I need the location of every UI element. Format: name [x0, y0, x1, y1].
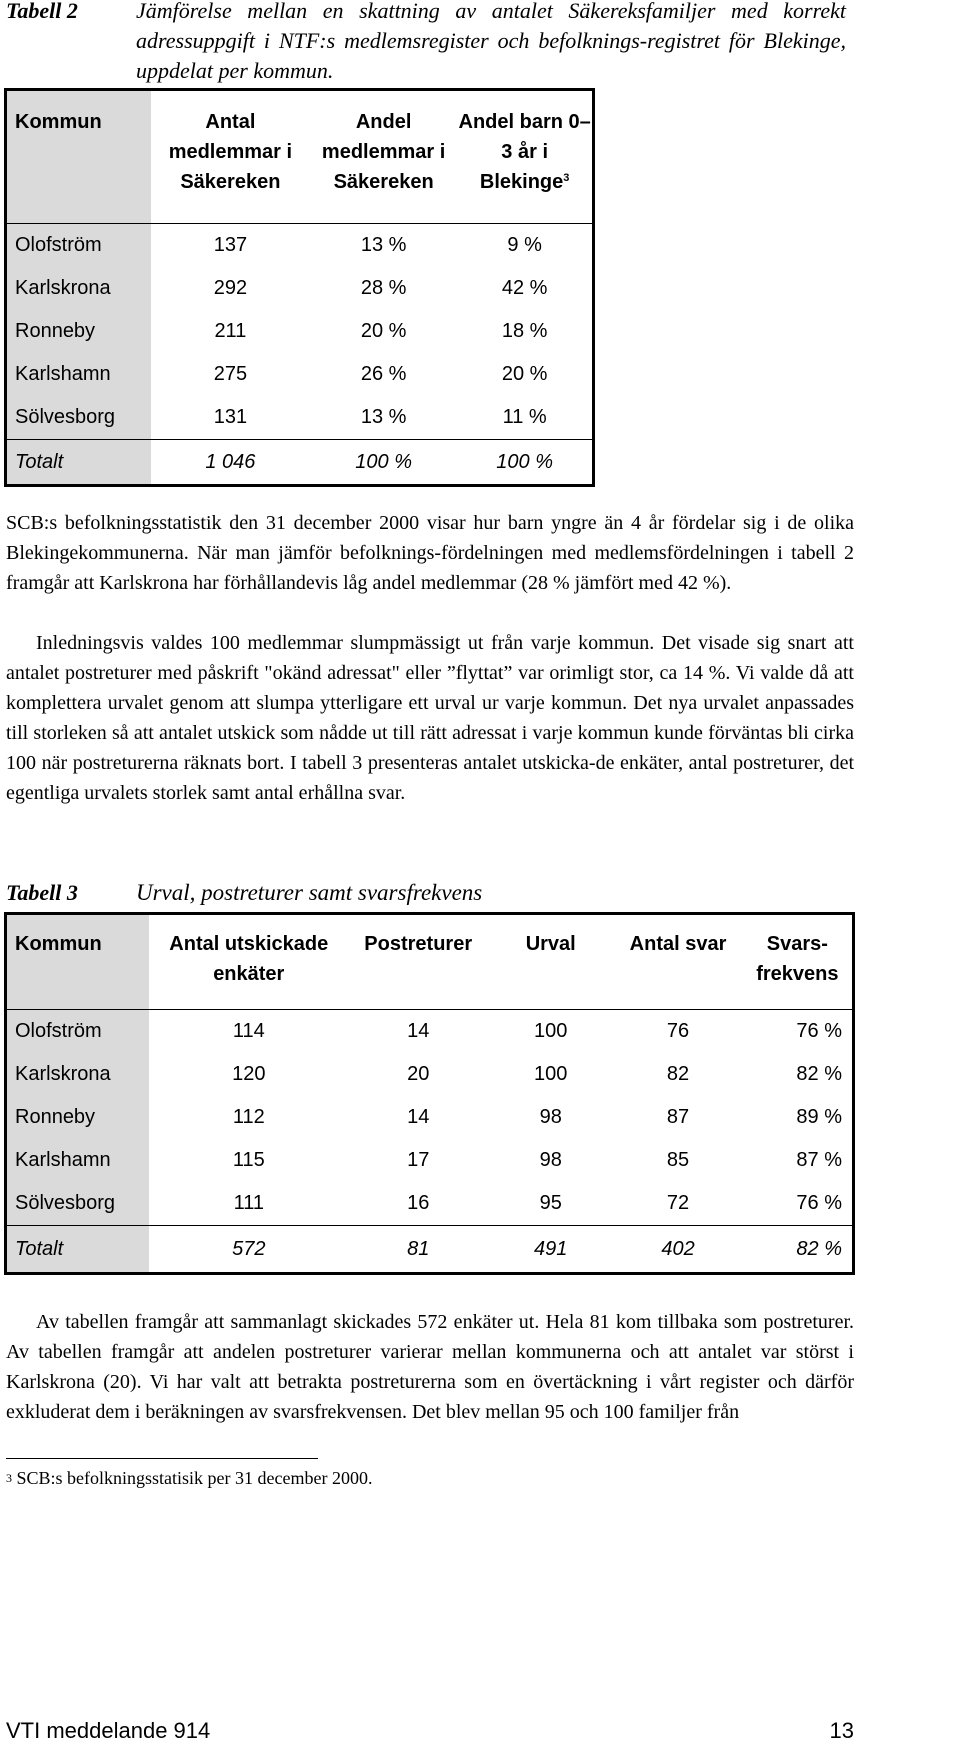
table3 — [4, 912, 855, 1275]
table3-cell-svar: 87 — [666, 1106, 690, 1128]
table3-header-urval: Urval — [525, 933, 576, 955]
footnote-text: SCB:s befolkningsstatisik per 31 december 2000. — [16, 1468, 373, 1488]
table3-caption-text: Urval, postreturer samt svarsfrekvens — [136, 880, 483, 905]
table2-cell-barn: 9 % — [507, 234, 542, 256]
table2-cell-kommun: Karlskrona — [6, 267, 151, 310]
table-row — [6, 1010, 854, 1054]
table3-cell-utskick: 115 — [232, 1149, 265, 1171]
table3-cell-postreturer: 17 — [407, 1149, 430, 1171]
table-row — [6, 1139, 854, 1182]
table2-caption-text: Jämförelse mellan en skattning av antalet Säkereksfamiljer med korrekt adressuppgift i NTF:s medlemsregister och befolknings-registret för Blekinge, uppdelat per kommun. — [136, 0, 846, 83]
table2-header-barn-text: Andel barn 0–3 år i Blekinge — [458, 111, 591, 193]
table2-total-row — [6, 440, 594, 486]
table2-total-barn: 100 % — [457, 440, 593, 486]
table-row — [6, 353, 594, 396]
table-row — [6, 267, 594, 310]
table3-total-row — [6, 1226, 854, 1274]
table2-total-kommun: Totalt — [6, 440, 151, 486]
table3-cell-urval: 100 — [534, 1020, 568, 1042]
table3-cell-postreturer: 16 — [407, 1192, 430, 1214]
paragraph-2: Inledningsvis valdes 100 medlemmar slumpmässigt ut från varje kommun. Det visade sig snart att antalet postreturer med påskrift "okänd adressat" eller ”flyttat” var orimligt stor, ca 14 %. Vi valde då att komplettera urvalet genom att slumpa ytterligare ett urval ur varje kommun. Det nya urvalet anpassades till storleken så att antalet utskick som nådde ut till rätt adressat i varje kommun kunde förväntas bli cirka 100 när postreturerna räknats bort. I tabell 3 presenteras antalet utskicka-de enkäter, antal postreturer, det egentliga urvalets storlek samt antal erhållna svar. — [6, 632, 854, 804]
table3-cell-kommun: Karlshamn — [6, 1139, 150, 1182]
table3-cell-frekvens: 89 % — [796, 1106, 842, 1128]
table2-cell-barn: 11 % — [502, 406, 547, 428]
table3-cell-frekvens: 82 % — [796, 1063, 842, 1085]
table2-header-row — [6, 90, 594, 224]
table-row — [6, 310, 594, 353]
table2-cell-kommun: Sölvesborg — [6, 396, 151, 440]
table2-cell-antal: 292 — [213, 277, 248, 299]
footnote-mark: 3 — [6, 1471, 12, 1485]
table3-header-row — [6, 914, 854, 1010]
table2-header-kommun: Kommun — [6, 90, 151, 224]
table3-label: Tabell 3 — [6, 880, 78, 905]
table3-cell-postreturer: 14 — [407, 1106, 430, 1128]
table3-cell-svar: 85 — [666, 1149, 690, 1171]
table2 — [4, 88, 595, 487]
table3-total-urval: 491 — [488, 1226, 613, 1274]
table-row — [6, 1096, 854, 1139]
table2-cell-antal: 137 — [213, 234, 248, 256]
table3-header-utskick: Antal utskickade enkäter — [169, 933, 329, 985]
table2-label: Tabell 2 — [6, 0, 78, 23]
table2-cell-barn: 20 % — [501, 363, 548, 385]
table3-cell-utskick: 114 — [232, 1020, 265, 1042]
table2-total-antal: 1 046 — [151, 440, 310, 486]
table2-cell-andel: 13 % — [360, 234, 407, 256]
table3-total-kommun: Totalt — [6, 1226, 150, 1274]
footer-publication: VTI meddelande 914 — [6, 1718, 211, 1743]
table2-cell-barn: 18 % — [501, 320, 548, 342]
table2-cell-kommun: Karlshamn — [6, 353, 151, 396]
table3-header-frekvens: Svars-frekvens — [756, 933, 839, 985]
footnote-divider — [6, 1458, 318, 1459]
table3-header-kommun: Kommun — [6, 914, 150, 1010]
table2-cell-andel: 20 % — [360, 320, 407, 342]
table3-header-svar: Antal svar — [629, 933, 727, 955]
table2-cell-kommun: Olofström — [6, 224, 151, 268]
table-row — [6, 1053, 854, 1096]
table3-cell-urval: 98 — [539, 1106, 562, 1128]
page-number: 13 — [829, 1718, 854, 1743]
table2-header-barn — [457, 90, 593, 224]
table2-cell-andel: 28 % — [360, 277, 407, 299]
table-row — [6, 224, 594, 268]
paragraph-1: SCB:s befolkningsstatistik den 31 december 2000 visar hur barn yngre än 4 år fördelar sig i de olika Blekingekommunerna. När man jämför befolknings-fördelningen med medlemsfördelningen i tabell 2 framgår att Karlskrona har förhållandevis låg andel medlemmar (28 % jämfört med 42 %). — [6, 512, 854, 594]
table3-total-postreturer: 81 — [348, 1226, 488, 1274]
table3-cell-frekvens: 87 % — [796, 1149, 842, 1171]
table3-cell-urval: 98 — [539, 1149, 562, 1171]
table2-cell-kommun: Ronneby — [6, 310, 151, 353]
table3-cell-svar: 72 — [666, 1192, 690, 1214]
table2-caption — [6, 0, 846, 86]
table3-total-svar: 402 — [613, 1226, 742, 1274]
footnote — [6, 1466, 372, 1490]
paragraph-3: Av tabellen framgår att sammanlagt skickades 572 enkäter ut. Hela 81 kom tillbaka som postreturer. Av tabellen framgår att andelen postreturer varierar mellan kommunerna och att antalet var störst i Karlskrona (20). Vi har valt att betrakta postreturerna som en övertäckning i vårt register och därför exkluderat dem i beräkningen av svarsfrekvensen. Det blev mellan 95 och 100 familjer från — [6, 1311, 854, 1423]
table2-header-antal: Antal medlemmar i Säkereken — [168, 111, 293, 193]
table2-header-andel: Andel medlemmar i Säkereken — [321, 111, 446, 193]
table-row — [6, 396, 594, 440]
table3-cell-svar: 76 — [666, 1020, 690, 1042]
table3-total-frekvens: 82 % — [743, 1226, 854, 1274]
table3-cell-kommun: Karlskrona — [6, 1053, 150, 1096]
table3-cell-utskick: 112 — [232, 1106, 265, 1128]
table3-cell-frekvens: 76 % — [796, 1020, 842, 1042]
table3-caption — [6, 878, 846, 908]
table2-total-andel: 100 % — [310, 440, 457, 486]
table2-cell-antal: 211 — [214, 320, 247, 342]
table2-cell-barn: 42 % — [501, 277, 548, 299]
table3-cell-utskick: 120 — [232, 1063, 266, 1085]
footnote-ref: 3 — [563, 172, 570, 184]
table3-header-postreturer: Postreturer — [364, 933, 473, 955]
table3-cell-utskick: 111 — [233, 1192, 264, 1214]
table2-cell-antal: 275 — [213, 363, 248, 385]
table2-cell-andel: 13 % — [360, 406, 407, 428]
table3-total-utskick: 572 — [149, 1226, 348, 1274]
table-row — [6, 1182, 854, 1226]
table3-cell-kommun: Ronneby — [6, 1096, 150, 1139]
table3-cell-postreturer: 20 — [407, 1063, 430, 1085]
table2-cell-andel: 26 % — [360, 363, 407, 385]
table3-cell-kommun: Sölvesborg — [6, 1182, 150, 1226]
table2-cell-antal: 131 — [213, 406, 248, 428]
table3-cell-urval: 100 — [534, 1063, 568, 1085]
table3-cell-svar: 82 — [666, 1063, 690, 1085]
table3-cell-kommun: Olofström — [6, 1010, 150, 1054]
table3-cell-postreturer: 14 — [407, 1020, 430, 1042]
table3-cell-frekvens: 76 % — [796, 1192, 842, 1214]
table3-cell-urval: 95 — [539, 1192, 562, 1214]
